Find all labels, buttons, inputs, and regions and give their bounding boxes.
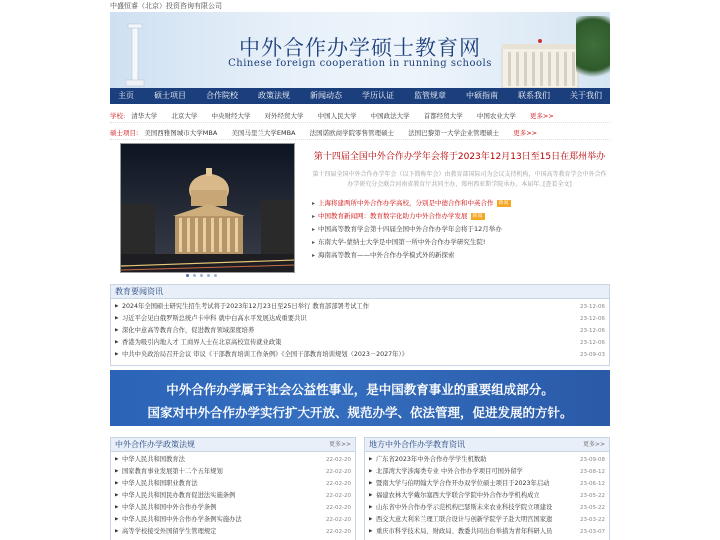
policy-date: 22-02-20 [322, 466, 351, 478]
company-name: 中盛恒睿（北京）投资咨询有限公司 [110, 2, 222, 10]
policy-box-title: 中外合作办学政策法规 [115, 440, 195, 449]
list-item[interactable] [312, 197, 607, 210]
great-hall-icon [500, 32, 580, 88]
policy-text[interactable]: 中华人民共和国中外合作办学条例 [122, 504, 217, 511]
policy-item[interactable] [115, 490, 351, 502]
list-item-text[interactable]: 上海将建两所中外合作办学高校，分别是中德合作和中英合作 [318, 199, 494, 207]
policy-date: 22-02-20 [322, 454, 351, 466]
project-link[interactable]: 美国马里兰大学EMBA [231, 129, 296, 137]
slideshow-dots [186, 274, 217, 277]
policy-item[interactable] [115, 514, 351, 526]
policy-text[interactable]: 中华人民共和国教育法 [122, 456, 185, 463]
news-date: 23-12-06 [576, 337, 605, 349]
news-text[interactable]: 中共中央政治局召开会议 审议《干部教育培训工作条例》《全国干部教育培训规划（2023－2027年）》 [122, 351, 408, 358]
banner-line-2: 国家对中外合作办学实行扩大开放、规范办学、依法管理，促进发展的方针。 [147, 405, 573, 420]
site-title: 中外合作办学硕士教育网 [239, 36, 481, 60]
news-date: 23-12-06 [576, 313, 605, 325]
schools-label: 学校: [110, 112, 126, 120]
featured-list [312, 197, 607, 262]
policy-item[interactable] [115, 466, 351, 478]
local-text[interactable]: 福建农林大学戴尔塞西大学联合学院中外合作办学机构成立 [376, 492, 540, 499]
slideshow-image[interactable] [120, 143, 295, 273]
local-more-link[interactable]: 更多>> [582, 441, 605, 448]
policy-text[interactable]: 中华人民共和国职业教育法 [122, 480, 198, 487]
news-text[interactable]: 深化中意高等教育合作，促进教育领域深度培养 [122, 327, 255, 334]
nav-contact[interactable]: 联系我们 [518, 91, 550, 100]
education-news-title: 教育要闻资讯 [111, 285, 609, 299]
hot-badge: 新闻 [472, 212, 483, 219]
news-text[interactable]: 香港为吸引内地人才 工商界人士在北京高校宣传就业政策 [122, 339, 282, 346]
school-link[interactable]: 首都经贸大学 [423, 112, 463, 120]
local-text[interactable]: 北部湾大学涉海类专业 中外合作办学项目可国外留学 [376, 468, 523, 475]
policy-date: 22-02-20 [322, 490, 351, 502]
policy-date: 22-02-20 [322, 502, 351, 514]
policy-item[interactable] [115, 454, 351, 466]
news-date: 23-09-03 [576, 349, 605, 361]
school-link[interactable]: 中国人民大学 [317, 112, 357, 120]
nav-programs[interactable]: 硕士项目 [154, 91, 186, 100]
news-item[interactable] [115, 313, 605, 325]
list-item[interactable] [312, 223, 607, 236]
nav-regulations[interactable]: 监管规章 [414, 91, 446, 100]
local-date: 23-05-22 [576, 490, 605, 502]
policy-date: 22-02-20 [322, 514, 351, 526]
list-item-text[interactable]: 中国教育新闻网：教育数字化助力中外合作办学发展 [318, 212, 468, 220]
local-item[interactable] [369, 490, 605, 502]
list-item[interactable] [312, 210, 607, 223]
local-text[interactable]: 西交大意大利米兰理工联合设计与创新学院学子赴大明宫国家遗 [376, 516, 553, 523]
nav-schools[interactable]: 合作院校 [206, 91, 238, 100]
education-news-box [110, 284, 610, 366]
local-text[interactable]: 暨南大学与伯明翰大学合作开办双学位硕士项目于2023年启动 [376, 480, 550, 487]
school-link[interactable]: 北京大学 [171, 112, 198, 120]
local-date: 23-03-07 [576, 526, 605, 538]
slide-dot[interactable] [214, 274, 217, 277]
projects-more-link[interactable]: 更多>> [513, 129, 538, 137]
policy-text[interactable]: 中华人民共和国民办教育促进法实施条例 [122, 492, 236, 499]
projects-bar [110, 126, 610, 140]
hot-badge: 新闻 [498, 199, 509, 206]
local-date: 23-09-08 [576, 454, 605, 466]
policy-more-link[interactable]: 更多>> [328, 441, 351, 448]
policy-text[interactable]: 中华人民共和国中外合作办学条例实施办法 [122, 516, 242, 523]
local-date: 23-05-22 [576, 502, 605, 514]
local-item[interactable] [369, 478, 605, 490]
school-link[interactable]: 中央财经大学 [211, 112, 251, 120]
featured-headline[interactable]: 第十四届全国中外合作办学年会将于2023年12月13日至15日在郑州举办 [313, 152, 606, 162]
policy-box [110, 437, 356, 540]
pantheon-photo [121, 144, 295, 273]
policy-statement-banner [110, 370, 610, 426]
local-item[interactable] [369, 514, 605, 526]
list-item[interactable] [312, 236, 607, 249]
local-item[interactable] [369, 526, 605, 538]
list-item-text[interactable]: 中国高等教育学会第十四届全国中外合作办学年会将于12月举办 [318, 225, 502, 233]
slide-dot[interactable] [186, 274, 189, 277]
projects-label: 硕士项目: [110, 129, 139, 137]
news-date: 23-12-06 [576, 325, 605, 337]
schools-more-link[interactable]: 更多>> [529, 112, 554, 120]
news-item[interactable] [115, 325, 605, 337]
news-item[interactable] [115, 301, 605, 313]
project-link[interactable]: 法国诺欧商学院零售管理硕士 [309, 129, 395, 137]
local-news-box [364, 437, 610, 540]
local-date: 23-06-12 [576, 478, 605, 490]
nav-about[interactable]: 关于我们 [570, 91, 602, 100]
list-item-text[interactable]: 海南高等教育——中外合作办学模式外的新探索 [318, 251, 455, 259]
policy-text[interactable]: 高等学校接受外国留学生管理规定 [122, 528, 217, 535]
schools-bar [110, 109, 610, 123]
local-item[interactable] [369, 454, 605, 466]
local-item[interactable] [369, 502, 605, 514]
list-item[interactable] [312, 249, 607, 262]
tree-decoration [576, 16, 610, 88]
school-link[interactable]: 中国农业大学 [476, 112, 516, 120]
local-text[interactable]: 山东省中外合作办学示范机构巴瑟斯未来农业科技学院立项建设 [376, 504, 553, 511]
slide-dot[interactable] [207, 274, 210, 277]
project-link[interactable]: 法国巴黎第一大学企业管理硕士 [408, 129, 500, 137]
news-item[interactable] [115, 337, 605, 349]
nav-policy[interactable]: 政策法规 [258, 91, 290, 100]
local-date: 23-08-12 [576, 466, 605, 478]
policy-date: 22-02-20 [322, 526, 351, 538]
school-link[interactable]: 对外经贸大学 [264, 112, 304, 120]
nav-home[interactable]: 主页 [118, 91, 134, 100]
local-text[interactable]: 广东省2023年中外合作办学学生机数助 [376, 456, 487, 463]
policy-item[interactable] [115, 478, 351, 490]
local-item[interactable] [369, 466, 605, 478]
nav-news[interactable]: 新闻动态 [310, 91, 342, 100]
header-banner [110, 12, 610, 88]
project-link[interactable]: 美国西雅图城市大学MBA [144, 129, 218, 137]
featured-summary: 第十四届全国中外合作办学年会（以下简称年会）由教育部国际司为会议支持机构，中国高等教育学会中外合作办学研究分会联合河南省教育厅共同主办，郑州西亚斯学院承办。本届年..[查看全文] [312, 171, 607, 188]
news-item[interactable] [115, 349, 605, 361]
slide-dot[interactable] [193, 274, 196, 277]
news-text[interactable]: 2024年全国硕士研究生招生考试将于2023年12月23日至25日举行 教育部部署考试工作 [122, 303, 369, 310]
main-nav [110, 88, 610, 104]
school-link[interactable]: 中国政法大学 [370, 112, 410, 120]
policy-item[interactable] [115, 502, 351, 514]
site-subtitle: Chinese foreign cooperation in running schools [228, 58, 492, 69]
school-link[interactable]: 清华大学 [131, 112, 158, 120]
local-text[interactable]: 重庆市科学技术局、财政局、教委共同出台举措为青年科研人员 [376, 528, 553, 535]
nav-guide[interactable]: 中硕指南 [466, 91, 498, 100]
news-date: 23-12-06 [576, 301, 605, 313]
local-date: 23-03-22 [576, 514, 605, 526]
policy-date: 22-02-20 [322, 478, 351, 490]
slide-dot[interactable] [200, 274, 203, 277]
policy-text[interactable]: 国家教育事业发展第十二个五年规划 [122, 468, 223, 475]
news-text[interactable]: 习近平会见白俄罗斯总统卢卡申科 就中白高水平发展达成重要共识 [122, 315, 307, 322]
policy-item[interactable] [115, 526, 351, 538]
local-box-title: 地方中外合作办学教育资讯 [369, 440, 465, 449]
list-item-text[interactable]: 东南大学-蒙纳士大学是中国第一所中外合作办学研究生院! [318, 238, 486, 246]
nav-certification[interactable]: 学历认证 [362, 91, 394, 100]
banner-line-1: 中外合作办学属于社会公益性事业，是中国教育事业的重要组成部分。 [166, 382, 554, 397]
